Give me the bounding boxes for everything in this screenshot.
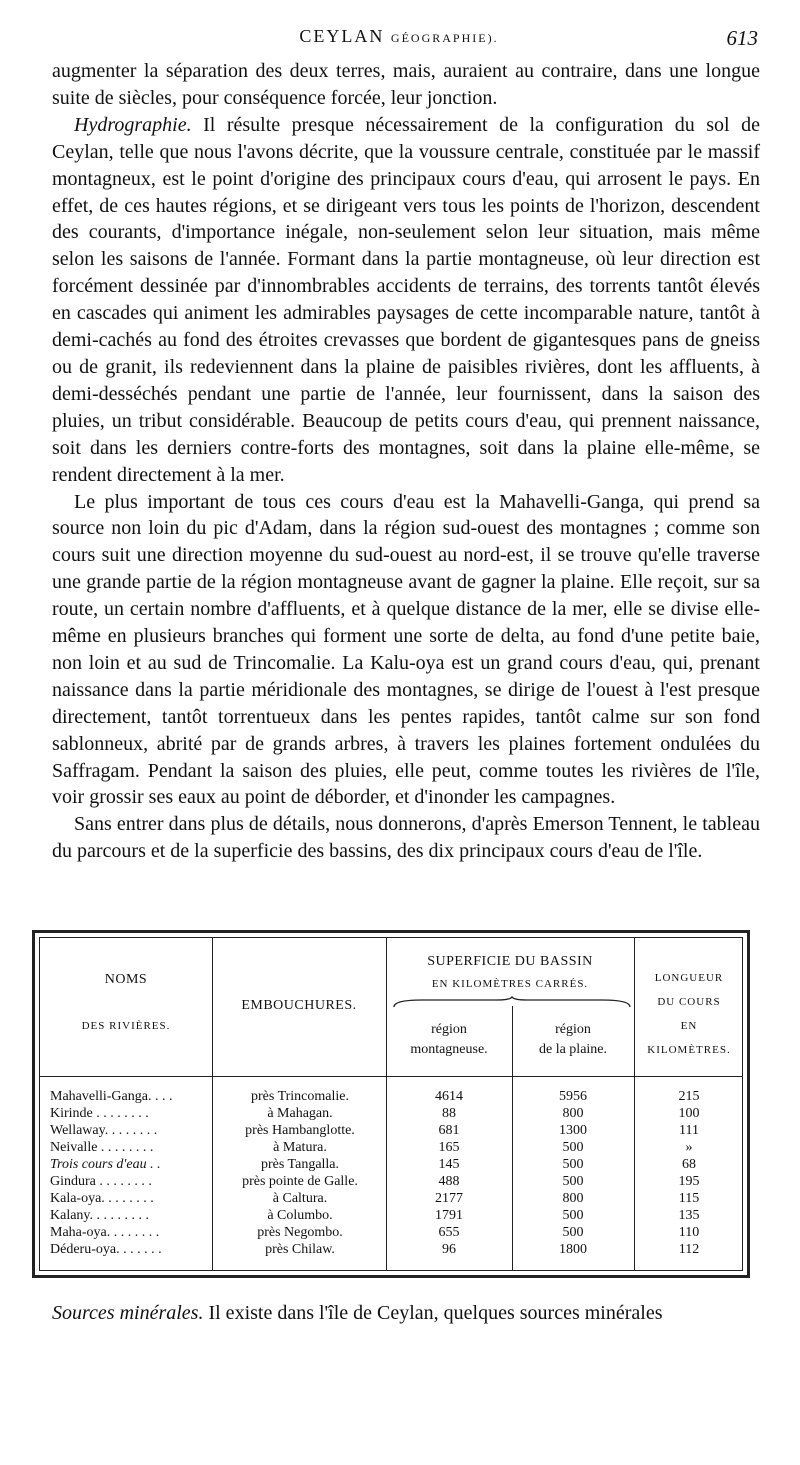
header-subtitle: GÉOGRAPHIE). [390, 31, 499, 45]
page-number: 613 [726, 26, 758, 50]
col-head-length-line1: LONGUEUR [654, 972, 724, 984]
header-title: CEYLAN [299, 26, 385, 46]
paragraph [52, 489, 760, 812]
paragraph [52, 811, 760, 865]
table-row [40, 1122, 742, 1139]
col-head-plain [512, 1020, 634, 1060]
river-name: Gindura . . . . . . . . [50, 1174, 152, 1189]
river-mouth: près Negombo. [257, 1225, 343, 1240]
river-mouth: à Caltura. [272, 1191, 328, 1206]
river-length: 100 [678, 1106, 700, 1121]
paragraph-text: Sans entrer dans plus de détails, nous donnerons, d'après Emerson Tennent, le tableau du parcours et de la superficie des bassins, des dix principaux cours d'eau de l'île. [52, 813, 760, 863]
col-head-basin: SUPERFICIE DU BASSIN [427, 954, 593, 969]
header-rule [40, 1076, 742, 1077]
mountain-area: 88 [442, 1106, 456, 1121]
col-head-mountain-line2: montagneuse. [410, 1042, 488, 1057]
mountain-area: 655 [438, 1225, 460, 1240]
river-length: 195 [678, 1174, 700, 1189]
table-row [40, 1139, 742, 1156]
river-length: » [685, 1140, 693, 1155]
mountain-area: 488 [438, 1174, 460, 1189]
col-head-mountain-line1: région [431, 1022, 467, 1037]
rivers-table-inner [39, 937, 743, 1271]
section-heading: Hydrographie. [74, 113, 192, 136]
mountain-area: 1791 [435, 1208, 463, 1223]
paragraph-text: Le plus important de tous ces cours d'eau est la Mahavelli-Ganga, qui prend sa source non loin du pic d'Adam, dans la région sud-ouest des montagnes ; comme son cours suit une direction moyenne du sud-ouest au nord-est, il se trouve qu'elle traverse une grande partie de la région montagneuse avant de gagner la plaine. Elle reçoit, sur sa route, un certain nombre d'affluents, et à quelque distance de la mer, elle se divise elle-même en plusieurs branches qui forment une sorte de delta, au fond d'une petite baie, non loin et au sud de Trincomalie. La Kalu-oya est un grand cours d'eau, qui, prenant naissance dans la partie méridionale des montagnes, se dirige de l'ouest à l'est presque directement, tantôt torrentueux dans les pentes rapides, tantôt calme sur son fond sablonneux, abrité par de grands arbres, à travers les plaines fortement ondulées du Saffragam. Pendant la saison des pluies, elle peut, comme toutes les rivières de l'île, voir grossir ses eaux au point de déborder, et d'inonder les campagnes. [52, 490, 760, 809]
paragraph [52, 112, 760, 489]
river-name: Kala-oya. . . . . . . . [50, 1191, 154, 1206]
basin-brace [392, 996, 632, 1008]
table-row [40, 1241, 742, 1258]
table-row [40, 1173, 742, 1190]
river-length: 68 [682, 1157, 696, 1172]
river-mouth: à Matura. [273, 1140, 327, 1155]
paragraph-text: Il résulte presque nécessairement de la configuration du sol de Ceylan, telle que nous l'avons décrite, que la voussure centrale, constituée par le massif montagneux, est le point d'origine des principaux cours d'eau, qui arrosent le pays. En effet, de ces hautes régions, et se dirigeant vers tous les points de l'horizon, descendent des courants, d'importance inégale, non-seulement selon leur situation, mais même selon les saisons de l'année. Formant dans la partie montagneuse, où leur direction est forcément dessinée par d'innombrables accidents de terrains, des torrents tantôt élevés en cascades qui animent les admirables paysages de cette incomparable nature, tantôt à demi-cachés au fond des étroites crevasses que bordent de gigantesques pans de gneiss ou de granit, ils redeviennent dans la plaine de paisibles rivières, dont les affluents, à demi-desséchés pendant une partie de l'année, leur fournissent, dans la saison des pluies, un tribut considérable. Beaucoup de petits cours d'eau, qui prennent naissance, soit dans les derniers contre-forts des montagnes, soit dans la plaine elle-même, se rendent directement à la mer. [52, 113, 760, 486]
river-mouth: près Chilaw. [265, 1242, 335, 1257]
paragraph-text: augmenter la séparation des deux terres, mais, auraient au contraire, dans une longue suite de siècles, pour conséquence forcée, leur jonction. [52, 60, 760, 109]
river-mouth: près Trincomalie. [251, 1089, 349, 1104]
river-mouth: près pointe de Galle. [242, 1174, 358, 1189]
table-row [40, 1105, 742, 1122]
col-head-mountain [386, 1020, 512, 1060]
river-length: 110 [678, 1225, 700, 1240]
river-name: Wellaway. . . . . . . . [50, 1123, 158, 1138]
plain-area: 1300 [559, 1123, 587, 1138]
body-text [52, 58, 760, 865]
plain-area: 5956 [559, 1089, 587, 1104]
mountain-area: 96 [442, 1242, 456, 1257]
river-name: Maha-oya. . . . . . . . [50, 1225, 160, 1240]
river-name: Kalany. . . . . . . . . [50, 1208, 150, 1223]
paragraph [52, 58, 760, 112]
river-name: Neivalle . . . . . . . . [50, 1140, 154, 1155]
running-header [40, 26, 758, 54]
plain-area: 800 [562, 1106, 584, 1121]
table-row [40, 1156, 742, 1173]
col-head-plain-line2: de la plaine. [538, 1042, 608, 1057]
mountain-area: 4614 [435, 1089, 463, 1104]
footer-paragraph [52, 1300, 760, 1327]
river-length: 112 [678, 1242, 700, 1257]
col-head-names: NOMS [104, 972, 148, 987]
rivers-table [32, 930, 750, 1278]
river-length: 111 [679, 1123, 699, 1138]
section-heading-sources: Sources minérales. [52, 1302, 204, 1324]
table-row [40, 1224, 742, 1241]
plain-area: 500 [562, 1157, 584, 1172]
col-head-plain-line1: région [555, 1022, 591, 1037]
footer-text: Il existe dans l'île de Ceylan, quelques sources minérales [203, 1302, 663, 1324]
plain-area: 1800 [559, 1242, 587, 1257]
mountain-area: 681 [438, 1123, 460, 1138]
running-title [40, 26, 758, 47]
plain-area: 800 [562, 1191, 584, 1206]
col-head-mouths: EMBOUCHURES. [241, 998, 357, 1013]
river-name: Déderu-oya. . . . . . . [50, 1242, 162, 1257]
plain-area: 500 [562, 1140, 584, 1155]
river-name: Trois cours d'eau . . [50, 1157, 161, 1172]
col-head-length-line2: DU COURS [657, 996, 721, 1008]
mountain-area: 165 [438, 1140, 460, 1155]
col-head-length-line3: EN [680, 1020, 698, 1032]
river-mouth: à Mahagan. [267, 1106, 333, 1121]
col-head-basin-unit: EN KILOMÈTRES CARRÉS. [431, 978, 589, 990]
col-head-length-line4: KILOMÈTRES. [647, 1044, 731, 1056]
river-mouth: près Hambanglotte. [245, 1123, 355, 1138]
plain-area: 500 [562, 1174, 584, 1189]
river-length: 135 [678, 1208, 700, 1223]
plain-area: 500 [562, 1225, 584, 1240]
river-name: Kirinde . . . . . . . . [50, 1106, 149, 1121]
mountain-area: 145 [438, 1157, 460, 1172]
table-row [40, 1088, 742, 1105]
river-length: 115 [678, 1191, 700, 1206]
col-head-length [634, 966, 744, 1062]
col-head-names-sub: DES RIVIÈRES. [81, 1020, 171, 1032]
river-length: 215 [678, 1089, 700, 1104]
river-mouth: près Tangalla. [260, 1157, 340, 1172]
table-row [40, 1207, 742, 1224]
river-name: Mahavelli-Ganga. . . . [50, 1089, 173, 1104]
river-mouth: à Columbo. [267, 1208, 333, 1223]
mountain-area: 2177 [435, 1191, 463, 1206]
plain-area: 500 [562, 1208, 584, 1223]
table-row [40, 1190, 742, 1207]
